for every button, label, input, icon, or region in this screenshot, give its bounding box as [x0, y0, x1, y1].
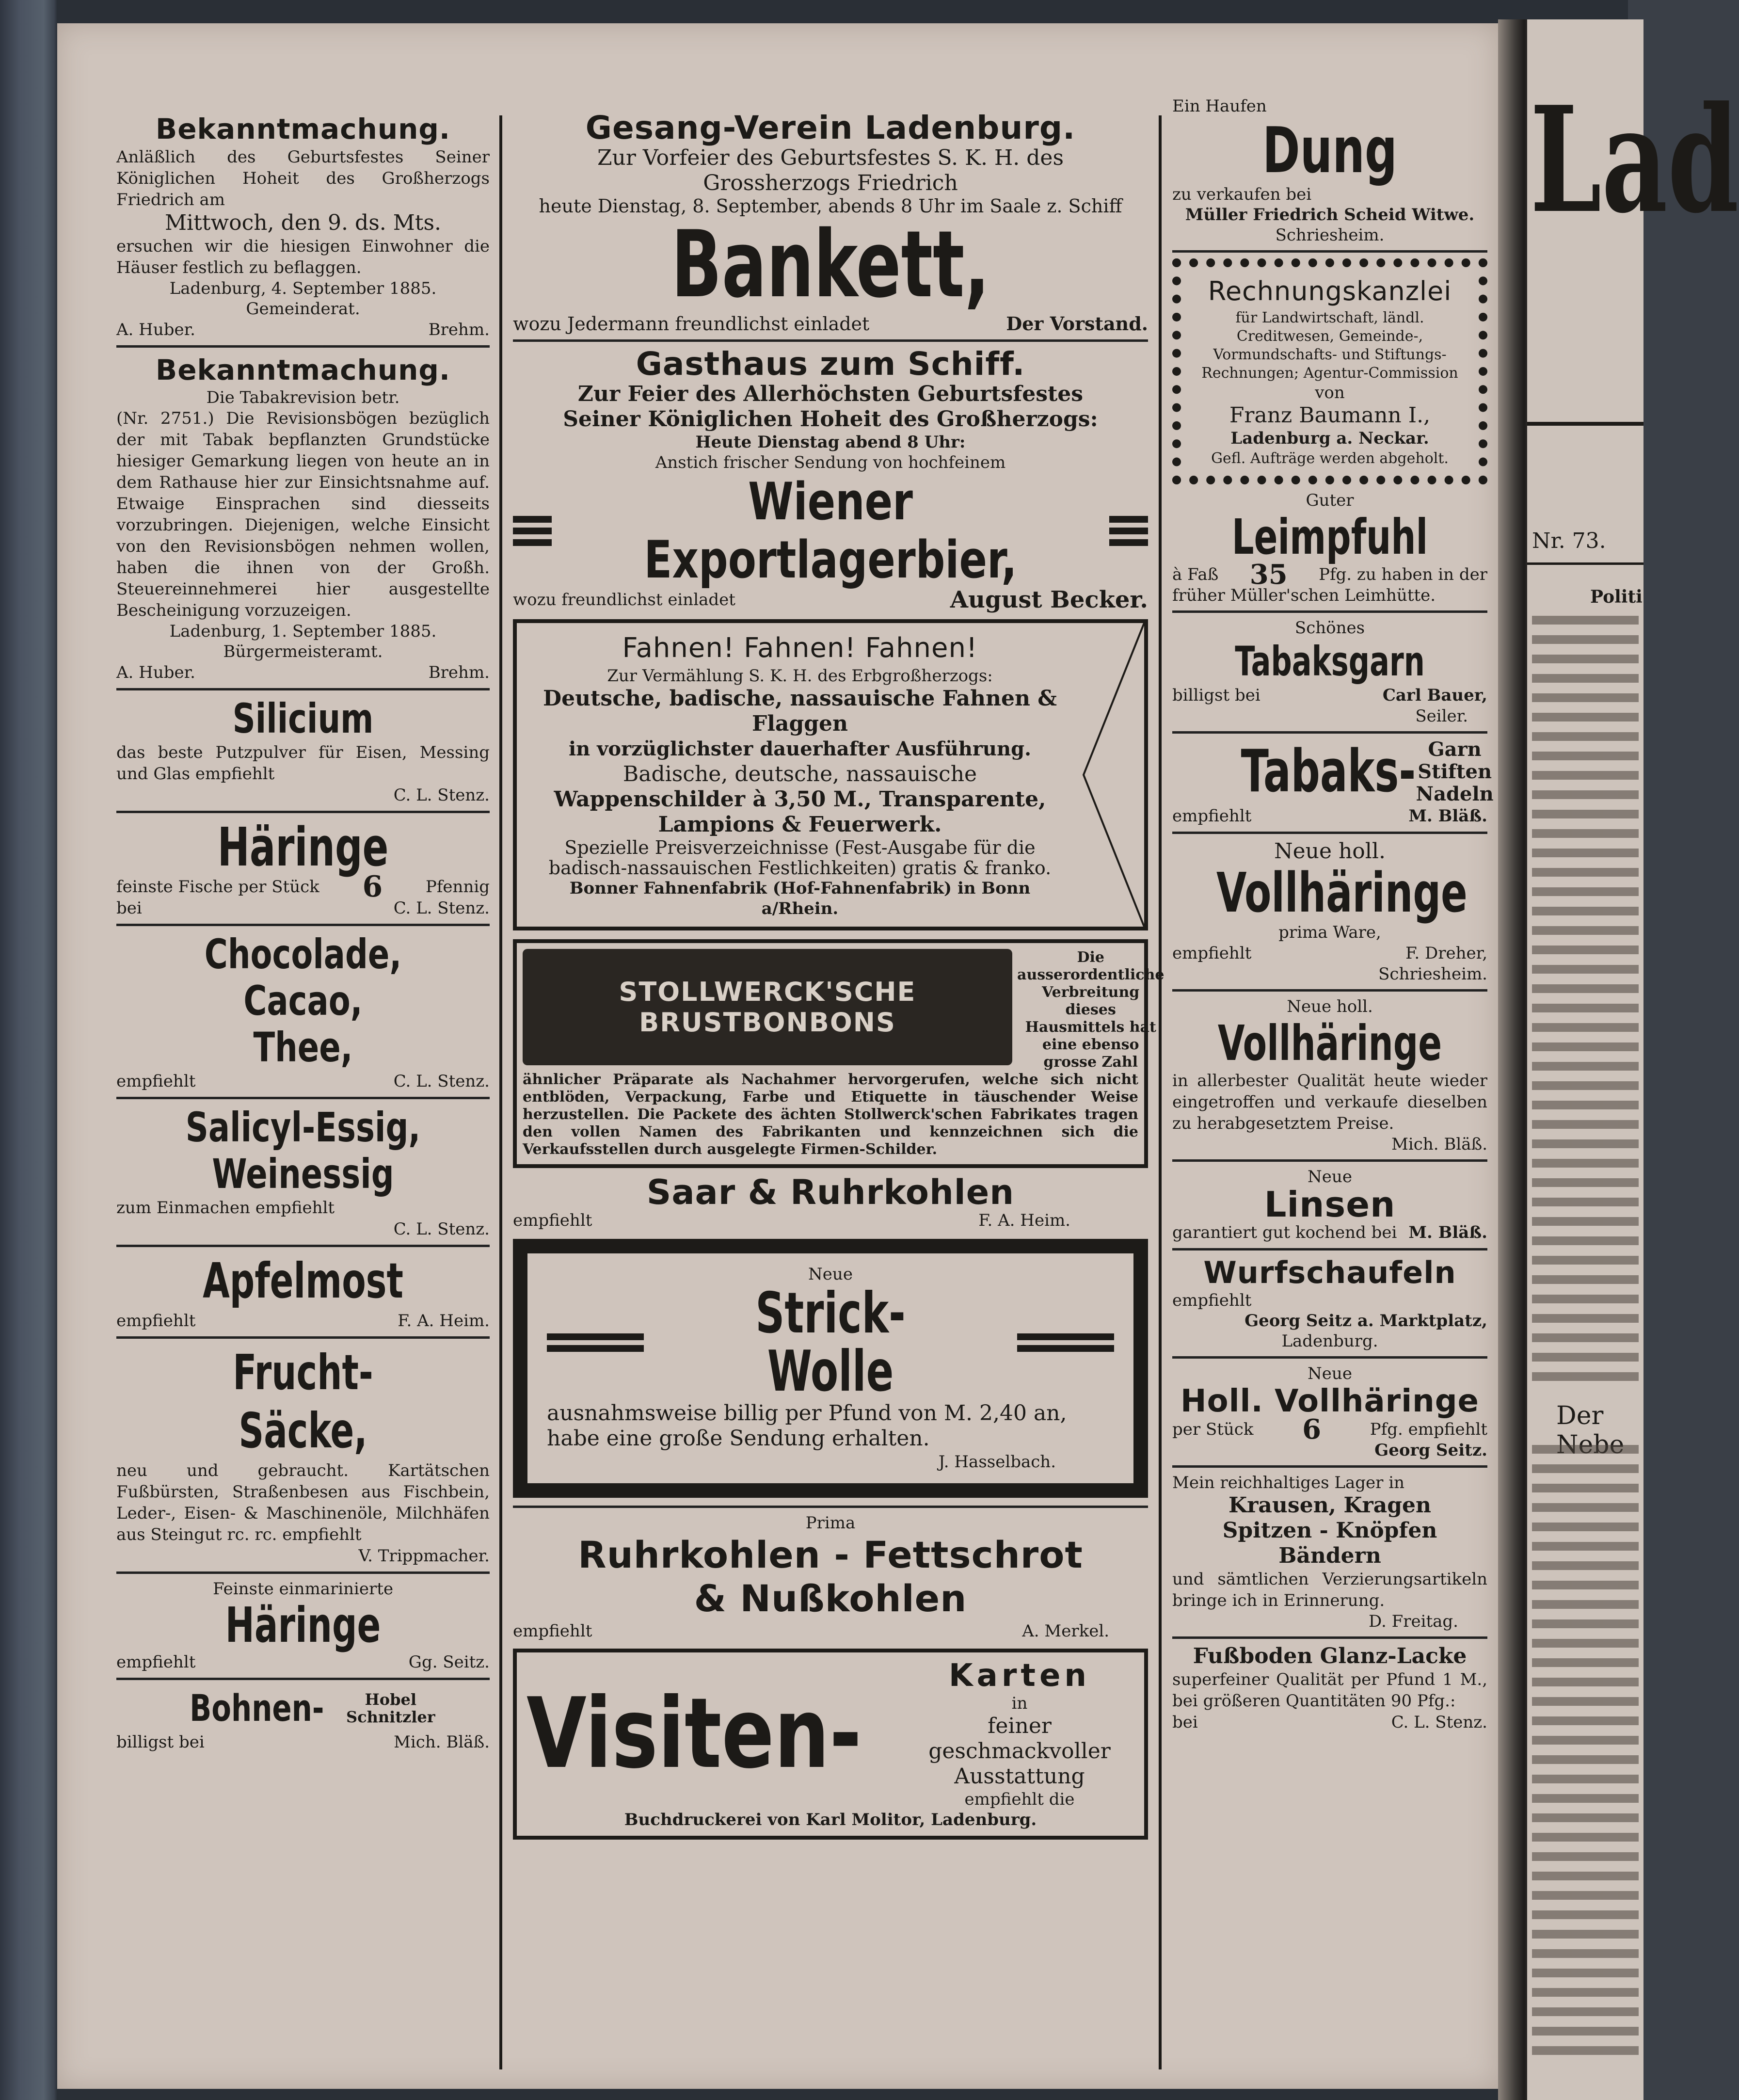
- ad-title: Apfelmost: [203, 1252, 403, 1309]
- signature: C. L. Stenz.: [393, 1219, 490, 1239]
- signature: Gg. Seitz.: [408, 1652, 490, 1672]
- divider: [116, 924, 490, 926]
- divider: [1527, 562, 1643, 565]
- ad-text: in vorzüglichster dauerhafter Ausführung.: [568, 737, 1031, 760]
- notice-text: Anläßlich des Geburtsfestes Seiner Königlichen Hoheit des Großherzogs Friedrich am: [116, 147, 490, 209]
- ad-text: empfiehlt: [1172, 1291, 1252, 1310]
- ad-title: Gesang-Verein Ladenburg.: [585, 109, 1076, 146]
- ad-text: Pfg. zu haben in der: [1319, 565, 1487, 584]
- ad-side-word: Schnitzler: [346, 1708, 435, 1726]
- ad-headline: Visiten-: [526, 1677, 862, 1790]
- next-page-edge: [1527, 19, 1739, 2100]
- ad-text: superfeiner Qualität per Pfund 1 M., bei größeren Quantitäten 90 Pfg.:: [1172, 1670, 1487, 1711]
- signature: Mich. Bläß.: [1391, 1135, 1487, 1154]
- ad-subtitle: Neue holl.: [1287, 997, 1373, 1016]
- ad-text: empfiehlt: [513, 1211, 592, 1230]
- ad-text: das beste Putzpulver für Eisen, Messing und Glas empfiehlt: [116, 743, 490, 784]
- ad-text: von: [1315, 383, 1345, 402]
- stollwerck-logo-image: [523, 949, 1012, 1065]
- ad-text: Gefl. Aufträge werden abgeholt.: [1211, 450, 1449, 467]
- ad-chocolade: [116, 931, 490, 1092]
- ad-vollhaeringe-2: [1172, 996, 1487, 1154]
- ad-headline: Bankett,: [671, 211, 990, 318]
- ad-fussboden-lacke: [1172, 1644, 1487, 1733]
- notice-place: Ladenburg, 4. September 1885.: [169, 279, 437, 298]
- ad-title: Bohnen-: [190, 1686, 324, 1730]
- price-number: 6: [1302, 1413, 1322, 1445]
- signature: Der Vorstand.: [1006, 313, 1148, 335]
- ad-salicyl: [116, 1104, 490, 1240]
- ad-stollwerck: [513, 939, 1165, 1168]
- ad-linsen: [1172, 1167, 1487, 1243]
- ad-subtitle: Prima: [805, 1513, 856, 1533]
- signature: M. Bläß.: [1408, 1223, 1487, 1242]
- ad-tabaks: [1172, 738, 1494, 827]
- signature: A. Huber.: [116, 663, 195, 682]
- divider: [1172, 1159, 1487, 1162]
- ad-strickwolle: [513, 1239, 1148, 1498]
- signature: F. A. Heim.: [978, 1211, 1070, 1230]
- ad-text: früher Müller'schen Leimhütte.: [1172, 586, 1436, 605]
- divider: [116, 811, 490, 813]
- ad-text: badisch-nassauischen Festlichkeiten) gratis & franko.: [548, 857, 1052, 879]
- divider: [116, 1097, 490, 1099]
- signature: J. Hasselbach.: [938, 1452, 1056, 1472]
- ad-haringe: [116, 818, 490, 919]
- ad-vollhaeringe-1: [1172, 839, 1487, 984]
- ad-text: per Stück: [1172, 1420, 1254, 1439]
- issue-number: Nr. 73.: [1532, 529, 1606, 553]
- ad-visitenkarten: [513, 1649, 1148, 1840]
- ad-text: in: [1011, 1694, 1028, 1713]
- ad-text: für Landwirtschaft, ländl. Creditwesen, Gemeinde-, Vormundschafts- und Stiftungs-Rechnungen; Agentur-Commission: [1201, 309, 1458, 382]
- ad-text: garantiert gut kochend bei: [1172, 1223, 1397, 1242]
- ad-headline: Wiener Exportlagerbier,: [644, 472, 1017, 590]
- column-3: [1172, 96, 1494, 1733]
- divider: [1172, 832, 1487, 834]
- ad-saar-ruhrkohlen: [513, 1172, 1148, 1231]
- price-number: 6: [362, 870, 383, 904]
- ad-text: Müller Friedrich Scheid Witwe.: [1185, 205, 1475, 224]
- ad-text: billigst bei: [1172, 686, 1260, 705]
- ad-text: feinste Fische per Stück: [116, 877, 319, 897]
- divider: [1172, 1465, 1487, 1468]
- ad-title: Dung: [1262, 113, 1397, 187]
- divider: [1172, 250, 1487, 253]
- ad-leimpfuhl: [1172, 490, 1487, 606]
- divider: [116, 1336, 490, 1339]
- notice-title: Bekanntmachung.: [156, 112, 450, 145]
- ad-side-word: Stiften: [1418, 760, 1492, 783]
- ornament-bars: [547, 1333, 644, 1352]
- ad-title: Bändern: [1278, 1543, 1381, 1568]
- signature: C. L. Stenz.: [1391, 1713, 1487, 1732]
- ad-text: Zur Vermählung S. K. H. des Erbgroßherzogs:: [607, 666, 993, 686]
- ad-dung: [1172, 96, 1487, 245]
- signature: V. Trippmacher.: [358, 1546, 490, 1566]
- ad-name: Franz Baumann I.,: [1229, 403, 1431, 428]
- ad-text: bei: [116, 898, 142, 918]
- signature: C. L. Stenz.: [393, 898, 490, 918]
- notice-text: (Nr. 2751.) Die Revisionsbögen bezüglich der mit Tabak bepflanzten Grundstücke hiesiger Gemarkung liegen von heute an in dem Rathause hier zur Einsichtsnahme auf. Etwaige Einsprachen sind diesseits vorzubringen. Diejenigen, welche Einsicht von den Revisionsbögen nehmen wollen, haben die ihnen von der Großh. Steuereinnehmerei hier ausgestellte Bescheinigung vorzuzeigen.: [116, 409, 490, 620]
- ad-text: Ladenburg a. Neckar.: [1230, 429, 1429, 448]
- ad-title: Fußboden Glanz-Lacke: [1193, 1644, 1467, 1668]
- ad-text: empfiehlt: [116, 1072, 196, 1091]
- signature: F. A. Heim.: [398, 1311, 490, 1331]
- ad-text: Heute Dienstag abend 8 Uhr:: [695, 433, 966, 452]
- ad-text: wozu Jedermann freundlichst einladet: [513, 313, 870, 335]
- signature: Carl Bauer,: [1382, 686, 1487, 705]
- divider: [1172, 1248, 1487, 1250]
- ad-text: prima Ware,: [1278, 923, 1381, 942]
- ad-subtitle: Ein Haufen: [1172, 96, 1267, 116]
- ornament-bars: [1109, 516, 1148, 546]
- ad-title: Linsen: [1264, 1184, 1396, 1225]
- notice-beflaggung: [116, 112, 490, 340]
- ad-text: Ladenburg.: [1281, 1331, 1378, 1351]
- ad-title: Spitzen - Knöpfen: [1222, 1518, 1437, 1543]
- ad-title: Weinessig: [212, 1150, 394, 1198]
- ad-bohnen: [116, 1685, 490, 1753]
- ad-text: Zur Feier des Allerhöchsten Geburtsfestes: [577, 382, 1084, 406]
- divider: [1172, 1636, 1487, 1639]
- column-rule-right: [1159, 115, 1162, 2069]
- divider: [513, 339, 1148, 342]
- ad-text: in allerbester Qualität heute wieder eingetroffen und verkaufe dieselben zu herabgesetztem Preise.: [1172, 1071, 1487, 1133]
- ad-wurfschaufeln: [1172, 1255, 1487, 1351]
- ad-holl-vollhaeringe: [1172, 1363, 1487, 1460]
- ad-title: Frucht-Säcke,: [233, 1344, 373, 1459]
- ad-text: empfiehlt: [116, 1652, 196, 1672]
- ad-side-text: Die ausserordentliche Verbreitung dieses Hausmittels hat eine ebenso grosse Zahl: [1017, 949, 1165, 1071]
- ad-title: Leimpfuhl: [1231, 509, 1428, 565]
- ad-text: zum Einmachen empfiehlt: [116, 1198, 335, 1218]
- ad-text: empfiehlt: [116, 1311, 196, 1331]
- ad-text: ausnahmsweise billig per Pfund von M. 2,40 an,: [547, 1401, 1067, 1426]
- ad-title: Häringe: [225, 1597, 381, 1653]
- ad-apfelmost: [116, 1252, 490, 1331]
- ad-subtitle: Guter: [1306, 491, 1354, 510]
- ad-headline: Strick-Wolle: [755, 1281, 906, 1404]
- divider: [1172, 731, 1487, 734]
- ad-title: Vollhäringe: [1217, 1015, 1442, 1072]
- ad-title: Fahnen! Fahnen! Fahnen!: [622, 632, 978, 664]
- ad-subtitle: Schönes: [1294, 618, 1365, 638]
- ad-text: bei: [1172, 1713, 1198, 1732]
- ad-text: empfiehlt: [1172, 944, 1252, 963]
- text-lines-fragment: [1532, 1445, 1639, 2066]
- ad-text: neu und gebraucht. Kartätschen Fußbürsten, Straßenbesen aus Fischbein, Leder-, Eisen- & Maschinenöle, Milchhäfen aus Steingut rc. rc. empfiehlt: [116, 1461, 490, 1544]
- ad-text: heute Dienstag, 8. September, abends 8 Uhr im Saale z. Schiff: [539, 195, 1122, 217]
- ad-title: Häringe: [217, 816, 389, 878]
- ad-subtitle: Neue: [1308, 1167, 1352, 1186]
- ad-title: Rechnungskanzlei: [1208, 276, 1452, 306]
- ad-text: Pfennig: [425, 877, 490, 897]
- ad-subtitle: Feinste einmarinierte: [212, 1579, 394, 1599]
- ad-text: und sämtlichen Verzierungsartikeln bringe ich in Erinnerung.: [1172, 1570, 1487, 1610]
- notice-subtitle: Die Tabakrevision betr.: [206, 388, 400, 407]
- ad-text: Wappenschilder à 3,50 M., Transparente,: [554, 787, 1046, 812]
- ad-text: Grossherzogs Friedrich: [703, 171, 958, 195]
- ad-text: ähnlicher Präparate als Nachahmer hervorgerufen, welche sich nicht entblöden, Verpackung, Farbe und Etiquette in täuschender Weise herzustellen. Die Packete des ächten Stollwerck'schen Fabrikates tragen den vollen Namen des Fabrikanten und kennzeichnen sich die Verkaufsstellen durch ausgelegte Firmen-Schilder.: [523, 1071, 1138, 1158]
- ad-text: zu verkaufen bei: [1172, 185, 1312, 204]
- notice-title: Bekanntmachung.: [156, 353, 450, 386]
- signature: C. L. Stenz.: [393, 785, 490, 805]
- price-number: 35: [1249, 559, 1288, 591]
- ad-text: Mein reichhaltiges Lager in: [1172, 1473, 1404, 1492]
- divider: [116, 688, 490, 690]
- ad-title: Vollhäringe: [1216, 862, 1468, 925]
- notice-authority: Gemeinderat.: [246, 299, 360, 319]
- divider: [513, 1506, 1148, 1508]
- section-heading-fragment: Politi: [1590, 587, 1643, 607]
- signature: M. Bläß.: [1408, 806, 1487, 826]
- divider: [1172, 610, 1487, 613]
- notice-authority: Bürgermeisteramt.: [223, 642, 383, 661]
- column-2: [513, 109, 1165, 1846]
- ad-text: empfiehlt die: [964, 1790, 1075, 1809]
- flag-chevron-ornament: [1076, 623, 1144, 927]
- signature: Georg Seitz.: [1374, 1441, 1487, 1460]
- ad-text: Deutsche, badische, nassauische Fahnen & Flaggen: [542, 686, 1057, 736]
- text-lines-fragment: [1532, 616, 1639, 1382]
- ad-title: Cacao,: [243, 977, 363, 1025]
- ad-side-word: Hobel: [365, 1690, 416, 1709]
- signature: C. L. Stenz.: [393, 1072, 490, 1091]
- divider: [1172, 989, 1487, 992]
- ad-title: Ruhrkohlen - Fettschrot: [578, 1533, 1083, 1576]
- signature: August Becker.: [950, 586, 1148, 613]
- ad-title: Krausen, Kragen: [1228, 1493, 1431, 1518]
- ad-text: Badische, deutsche, nassauische: [622, 762, 977, 786]
- newspaper-page: [57, 23, 1498, 2089]
- ornament-bars: [1017, 1333, 1114, 1352]
- ad-feinste-haringe: [116, 1579, 490, 1673]
- ad-text: empfiehlt: [1172, 806, 1252, 826]
- ad-text: Pfg. empfiehlt: [1370, 1420, 1487, 1439]
- ad-text: à Faß: [1172, 565, 1219, 584]
- logo-text: STOLLWERCK'SCHE: [619, 977, 916, 1007]
- ad-title: Silicium: [232, 695, 374, 742]
- divider: [1172, 1356, 1487, 1359]
- ad-footer: Buchdruckerei von Karl Molitor, Ladenburg.: [624, 1810, 1037, 1829]
- ad-tabaksgarn: [1172, 618, 1487, 726]
- ad-title: Tabaks-: [1241, 738, 1416, 805]
- ad-title: Saar & Ruhrkohlen: [646, 1172, 1015, 1212]
- ad-text: Seiler.: [1415, 706, 1468, 726]
- signature: A. Merkel.: [1022, 1621, 1109, 1641]
- ad-silicium: [116, 695, 490, 806]
- ad-title: Gasthaus zum Schiff.: [636, 345, 1025, 383]
- notice-date: Mittwoch, den 9. ds. Mts.: [164, 210, 442, 235]
- divider: [116, 345, 490, 348]
- signature: F. Dreher,: [1405, 944, 1487, 963]
- ad-title: Wurfschaufeln: [1203, 1255, 1456, 1290]
- ad-text: habe eine große Sendung erhalten.: [547, 1426, 930, 1451]
- ad-krausen: [1172, 1473, 1487, 1632]
- ad-text: Zur Vorfeier des Geburtsfestes S. K. H. des: [597, 145, 1064, 170]
- ornament-bars: [513, 516, 552, 546]
- ad-ruhrkohlen-fettschrot: [513, 1513, 1148, 1642]
- ad-side-word: Garn: [1428, 738, 1482, 761]
- ad-text: empfiehlt: [513, 1621, 592, 1641]
- ad-text: Bonner Fahnenfabrik (Hof-Fahnenfabrik) in Bonn a/Rhein.: [569, 879, 1031, 918]
- ad-title: Holl. Vollhäringe: [1181, 1383, 1479, 1419]
- ad-title: Thee,: [253, 1024, 353, 1071]
- masthead-fragment: Lad: [1530, 74, 1739, 245]
- ad-subtitle: Neue: [808, 1265, 853, 1284]
- ad-subtitle: Neue: [1308, 1364, 1352, 1383]
- section-heading-fragment: Der: [1556, 1401, 1604, 1430]
- signature: A. Huber.: [116, 320, 195, 339]
- ad-text: Ausstattung: [954, 1764, 1085, 1789]
- ad-title: Tabaksgarn: [1235, 638, 1425, 685]
- column-1: [116, 112, 490, 1753]
- signature: D. Freitag.: [1368, 1612, 1458, 1631]
- ad-gesang-verein: [513, 111, 1148, 335]
- ad-text: feiner geschmackvoller: [928, 1714, 1111, 1763]
- ad-text: Seiner Königlichen Hoheit des Großherzogs:: [563, 407, 1098, 432]
- notice-place: Ladenburg, 1. September 1885.: [169, 622, 437, 641]
- signature: Georg Seitz a. Marktplatz,: [1244, 1311, 1487, 1331]
- ad-rechnungskanzlei: [1172, 258, 1487, 484]
- ad-fruchtsaecke: [116, 1344, 490, 1567]
- ad-text: Schriesheim.: [1378, 964, 1487, 984]
- notice-text-2: ersuchen wir die hiesigen Einwohner die Häuser festlich zu beflaggen.: [116, 237, 490, 277]
- divider: [116, 1571, 490, 1574]
- ad-text: Lampions & Feuerwerk.: [658, 812, 942, 837]
- notice-tabakrevision: [116, 353, 490, 683]
- ad-fahnen: [513, 619, 1148, 930]
- ad-text: wozu freundlichst einladet: [513, 590, 735, 609]
- divider: [1527, 422, 1643, 426]
- logo-text: BRUSTBONBONS: [639, 1007, 896, 1038]
- signature: Brehm.: [428, 663, 490, 682]
- ad-text: Spezielle Preisverzeichnisse (Fest-Ausgabe für die: [564, 837, 1036, 858]
- signature: Mich. Bläß.: [394, 1732, 490, 1752]
- signature: Brehm.: [428, 320, 490, 339]
- ad-text: Schriesheim.: [1275, 225, 1385, 245]
- ad-title: & Nußkohlen: [694, 1577, 967, 1620]
- divider: [116, 1678, 490, 1680]
- ad-subtitle: Neue holl.: [1274, 839, 1386, 864]
- divider: [116, 1245, 490, 1247]
- ad-title: Chocolade,: [204, 930, 402, 978]
- ad-title: Salicyl-Essig,: [185, 1104, 421, 1151]
- ad-side-word: Nadeln: [1416, 783, 1494, 805]
- ad-title: Karten: [949, 1658, 1090, 1694]
- ad-text: Anstich frischer Sendung von hochfeinem: [655, 453, 1006, 472]
- ad-gasthaus-schiff: [513, 345, 1148, 613]
- ad-text: billigst bei: [116, 1732, 205, 1752]
- column-rule-left: [499, 115, 502, 2069]
